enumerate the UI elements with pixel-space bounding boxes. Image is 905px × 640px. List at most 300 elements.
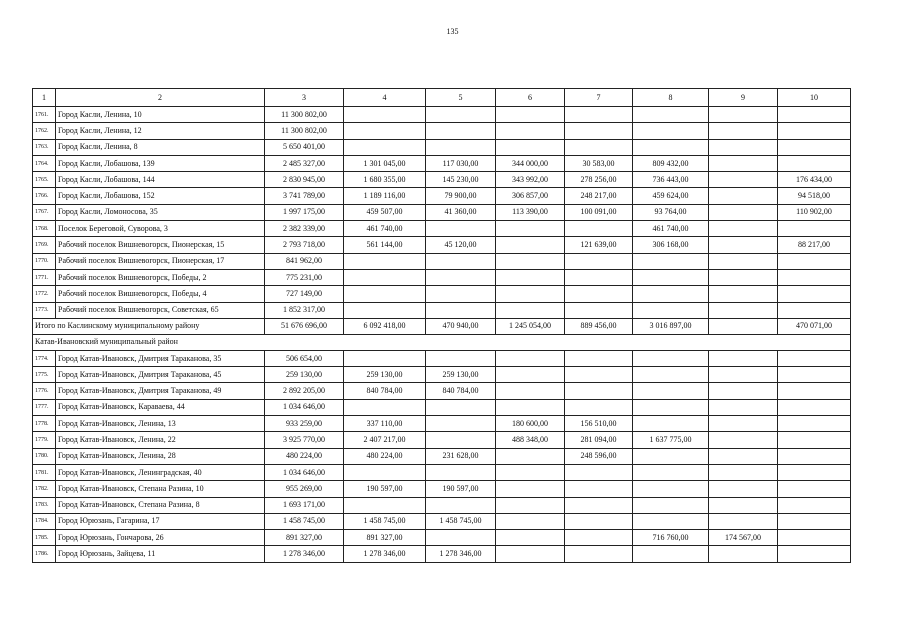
value-cell bbox=[778, 530, 851, 546]
value-cell bbox=[426, 286, 496, 302]
row-number: 1775. bbox=[33, 367, 56, 383]
section-title: Катав-Ивановский муниципальный район bbox=[33, 334, 851, 350]
value-cell bbox=[565, 546, 633, 562]
value-cell bbox=[426, 302, 496, 318]
value-cell: 840 784,00 bbox=[344, 383, 426, 399]
value-cell: 1 693 171,00 bbox=[265, 497, 344, 513]
value-cell bbox=[565, 497, 633, 513]
value-cell: 506 654,00 bbox=[265, 350, 344, 366]
value-cell: 933 259,00 bbox=[265, 416, 344, 432]
value-cell bbox=[633, 416, 709, 432]
value-cell bbox=[778, 253, 851, 269]
value-cell bbox=[496, 269, 565, 285]
value-cell: 190 597,00 bbox=[344, 481, 426, 497]
value-cell: 1 278 346,00 bbox=[344, 546, 426, 562]
value-cell bbox=[778, 432, 851, 448]
value-cell: 281 094,00 bbox=[565, 432, 633, 448]
value-cell bbox=[496, 253, 565, 269]
value-cell: 3 925 770,00 bbox=[265, 432, 344, 448]
value-cell: 156 510,00 bbox=[565, 416, 633, 432]
value-cell: 488 348,00 bbox=[496, 432, 565, 448]
value-cell: 891 327,00 bbox=[265, 530, 344, 546]
value-cell bbox=[709, 416, 778, 432]
value-cell: 259 130,00 bbox=[426, 367, 496, 383]
value-cell bbox=[633, 269, 709, 285]
table-body bbox=[33, 107, 851, 563]
value-cell: 190 597,00 bbox=[426, 481, 496, 497]
value-cell bbox=[709, 432, 778, 448]
address-cell: Город Касли, Ломоносова, 35 bbox=[56, 204, 265, 220]
value-cell: 337 110,00 bbox=[344, 416, 426, 432]
value-cell bbox=[426, 269, 496, 285]
value-cell: 1 458 745,00 bbox=[344, 513, 426, 529]
value-cell bbox=[344, 497, 426, 513]
value-cell bbox=[709, 269, 778, 285]
row-number: 1777. bbox=[33, 399, 56, 415]
value-cell: 248 217,00 bbox=[565, 188, 633, 204]
table-row bbox=[33, 530, 851, 546]
value-cell: 2 485 327,00 bbox=[265, 155, 344, 171]
value-cell bbox=[426, 530, 496, 546]
address-cell: Город Катав-Ивановск, Караваева, 44 bbox=[56, 399, 265, 415]
value-cell bbox=[778, 302, 851, 318]
table-row bbox=[33, 155, 851, 171]
value-cell bbox=[496, 286, 565, 302]
row-number: 1774. bbox=[33, 350, 56, 366]
value-cell bbox=[426, 139, 496, 155]
address-cell: Город Катав-Ивановск, Дмитрия Тараканова, 45 bbox=[56, 367, 265, 383]
value-cell bbox=[565, 139, 633, 155]
table-row bbox=[33, 546, 851, 562]
value-cell bbox=[633, 139, 709, 155]
row-number: 1764. bbox=[33, 155, 56, 171]
value-cell bbox=[778, 269, 851, 285]
value-cell bbox=[709, 107, 778, 123]
total-row bbox=[33, 318, 851, 334]
table-row bbox=[33, 367, 851, 383]
value-cell: 1 034 646,00 bbox=[265, 464, 344, 480]
value-cell bbox=[709, 399, 778, 415]
column-header: 6 bbox=[496, 89, 565, 107]
value-cell bbox=[709, 497, 778, 513]
value-cell: 1 034 646,00 bbox=[265, 399, 344, 415]
table-row bbox=[33, 172, 851, 188]
value-cell: 145 230,00 bbox=[426, 172, 496, 188]
table-row bbox=[33, 383, 851, 399]
table-row bbox=[33, 350, 851, 366]
value-cell bbox=[344, 350, 426, 366]
value-cell bbox=[633, 481, 709, 497]
value-cell bbox=[565, 530, 633, 546]
row-number: 1766. bbox=[33, 188, 56, 204]
value-cell: 561 144,00 bbox=[344, 237, 426, 253]
value-cell bbox=[778, 286, 851, 302]
value-cell bbox=[709, 204, 778, 220]
value-cell bbox=[565, 302, 633, 318]
value-cell bbox=[778, 139, 851, 155]
column-header: 2 bbox=[56, 89, 265, 107]
value-cell bbox=[496, 367, 565, 383]
value-cell bbox=[778, 123, 851, 139]
value-cell bbox=[778, 350, 851, 366]
total-label: Итого по Каслинскому муниципальному району bbox=[33, 318, 265, 334]
value-cell: 110 902,00 bbox=[778, 204, 851, 220]
value-cell bbox=[778, 399, 851, 415]
value-cell bbox=[709, 302, 778, 318]
value-cell bbox=[709, 286, 778, 302]
value-cell bbox=[496, 448, 565, 464]
value-cell: 1 458 745,00 bbox=[426, 513, 496, 529]
value-cell: 259 130,00 bbox=[344, 367, 426, 383]
value-cell bbox=[496, 530, 565, 546]
value-cell bbox=[709, 448, 778, 464]
value-cell bbox=[778, 155, 851, 171]
value-cell bbox=[496, 399, 565, 415]
address-cell: Город Юрюзань, Гагарина, 17 bbox=[56, 513, 265, 529]
address-cell: Город Катав-Ивановск, Ленина, 22 bbox=[56, 432, 265, 448]
address-cell: Рабочий поселок Вишневогорск, Пионерская, 15 bbox=[56, 237, 265, 253]
value-cell bbox=[709, 481, 778, 497]
value-cell: 93 764,00 bbox=[633, 204, 709, 220]
row-number: 1782. bbox=[33, 481, 56, 497]
row-number: 1784. bbox=[33, 513, 56, 529]
value-cell bbox=[496, 221, 565, 237]
address-cell: Город Касли, Лобашова, 144 bbox=[56, 172, 265, 188]
address-cell: Город Юрюзань, Зайцева, 11 bbox=[56, 546, 265, 562]
value-cell bbox=[709, 237, 778, 253]
total-cell: 51 676 696,00 bbox=[265, 318, 344, 334]
value-cell: 1 458 745,00 bbox=[265, 513, 344, 529]
value-cell bbox=[565, 481, 633, 497]
table-row bbox=[33, 513, 851, 529]
page-number: 135 bbox=[446, 27, 459, 36]
row-number: 1763. bbox=[33, 139, 56, 155]
address-cell: Город Касли, Ленина, 10 bbox=[56, 107, 265, 123]
table-row bbox=[33, 302, 851, 318]
address-cell: Город Касли, Ленина, 12 bbox=[56, 123, 265, 139]
value-cell bbox=[565, 399, 633, 415]
value-cell bbox=[496, 123, 565, 139]
value-cell bbox=[709, 350, 778, 366]
value-cell bbox=[344, 253, 426, 269]
value-cell bbox=[709, 139, 778, 155]
value-cell: 248 596,00 bbox=[565, 448, 633, 464]
value-cell bbox=[633, 448, 709, 464]
value-cell: 79 900,00 bbox=[426, 188, 496, 204]
value-cell: 461 740,00 bbox=[633, 221, 709, 237]
row-number: 1778. bbox=[33, 416, 56, 432]
column-header: 9 bbox=[709, 89, 778, 107]
address-cell: Город Катав-Ивановск, Дмитрия Тараканова, 49 bbox=[56, 383, 265, 399]
value-cell bbox=[709, 123, 778, 139]
row-number: 1779. bbox=[33, 432, 56, 448]
value-cell bbox=[565, 367, 633, 383]
value-cell bbox=[709, 383, 778, 399]
value-cell bbox=[633, 107, 709, 123]
address-cell: Город Катав-Ивановск, Степана Разина, 8 bbox=[56, 497, 265, 513]
column-header: 4 bbox=[344, 89, 426, 107]
value-cell: 1 852 317,00 bbox=[265, 302, 344, 318]
value-cell bbox=[426, 253, 496, 269]
column-header: 1 bbox=[33, 89, 56, 107]
value-cell bbox=[709, 221, 778, 237]
address-cell: Город Катав-Ивановск, Дмитрия Тараканова, 35 bbox=[56, 350, 265, 366]
total-cell: 3 016 897,00 bbox=[633, 318, 709, 334]
value-cell: 775 231,00 bbox=[265, 269, 344, 285]
value-cell: 2 830 945,00 bbox=[265, 172, 344, 188]
value-cell bbox=[426, 350, 496, 366]
value-cell bbox=[778, 497, 851, 513]
header-row bbox=[33, 89, 851, 107]
table-row bbox=[33, 269, 851, 285]
address-cell: Рабочий поселок Вишневогорск, Советская, 65 bbox=[56, 302, 265, 318]
value-cell: 727 149,00 bbox=[265, 286, 344, 302]
address-cell: Город Катав-Ивановск, Ленина, 13 bbox=[56, 416, 265, 432]
row-number: 1769. bbox=[33, 237, 56, 253]
value-cell bbox=[778, 383, 851, 399]
row-number: 1780. bbox=[33, 448, 56, 464]
value-cell: 716 760,00 bbox=[633, 530, 709, 546]
table-row bbox=[33, 286, 851, 302]
value-cell: 841 962,00 bbox=[265, 253, 344, 269]
value-cell bbox=[778, 464, 851, 480]
value-cell bbox=[709, 188, 778, 204]
table-row bbox=[33, 497, 851, 513]
column-header: 10 bbox=[778, 89, 851, 107]
value-cell: 461 740,00 bbox=[344, 221, 426, 237]
value-cell bbox=[709, 172, 778, 188]
value-cell: 121 639,00 bbox=[565, 237, 633, 253]
value-cell bbox=[633, 497, 709, 513]
table-row bbox=[33, 123, 851, 139]
value-cell bbox=[344, 107, 426, 123]
table-row bbox=[33, 432, 851, 448]
value-cell bbox=[344, 399, 426, 415]
value-cell: 94 518,00 bbox=[778, 188, 851, 204]
data-table bbox=[32, 88, 851, 563]
row-number: 1765. bbox=[33, 172, 56, 188]
value-cell bbox=[565, 383, 633, 399]
column-header: 5 bbox=[426, 89, 496, 107]
row-number: 1776. bbox=[33, 383, 56, 399]
value-cell bbox=[778, 416, 851, 432]
table-row bbox=[33, 221, 851, 237]
total-cell: 470 071,00 bbox=[778, 318, 851, 334]
value-cell bbox=[633, 399, 709, 415]
value-cell: 1 997 175,00 bbox=[265, 204, 344, 220]
total-cell bbox=[709, 318, 778, 334]
value-cell bbox=[633, 513, 709, 529]
value-cell: 176 434,00 bbox=[778, 172, 851, 188]
value-cell bbox=[565, 350, 633, 366]
value-cell bbox=[709, 253, 778, 269]
row-number: 1773. bbox=[33, 302, 56, 318]
value-cell: 1 680 355,00 bbox=[344, 172, 426, 188]
value-cell bbox=[496, 481, 565, 497]
value-cell: 88 217,00 bbox=[778, 237, 851, 253]
value-cell: 11 300 802,00 bbox=[265, 123, 344, 139]
value-cell bbox=[778, 367, 851, 383]
value-cell bbox=[709, 546, 778, 562]
value-cell: 2 407 217,00 bbox=[344, 432, 426, 448]
value-cell bbox=[344, 269, 426, 285]
value-cell: 343 992,00 bbox=[496, 172, 565, 188]
row-number: 1770. bbox=[33, 253, 56, 269]
value-cell bbox=[778, 546, 851, 562]
value-cell: 11 300 802,00 bbox=[265, 107, 344, 123]
value-cell bbox=[633, 383, 709, 399]
row-number: 1768. bbox=[33, 221, 56, 237]
value-cell bbox=[778, 481, 851, 497]
column-header: 3 bbox=[265, 89, 344, 107]
value-cell bbox=[709, 464, 778, 480]
address-cell: Город Касли, Лобашова, 152 bbox=[56, 188, 265, 204]
value-cell bbox=[496, 139, 565, 155]
value-cell: 231 628,00 bbox=[426, 448, 496, 464]
value-cell bbox=[496, 383, 565, 399]
table-row bbox=[33, 399, 851, 415]
value-cell: 840 784,00 bbox=[426, 383, 496, 399]
value-cell: 1 278 346,00 bbox=[426, 546, 496, 562]
total-cell: 6 092 418,00 bbox=[344, 318, 426, 334]
value-cell: 5 650 401,00 bbox=[265, 139, 344, 155]
address-cell: Город Касли, Лобашова, 139 bbox=[56, 155, 265, 171]
address-cell: Город Юрюзань, Гончарова, 26 bbox=[56, 530, 265, 546]
value-cell: 100 091,00 bbox=[565, 204, 633, 220]
value-cell bbox=[565, 464, 633, 480]
row-number: 1785. bbox=[33, 530, 56, 546]
value-cell bbox=[426, 432, 496, 448]
value-cell bbox=[344, 286, 426, 302]
value-cell bbox=[426, 497, 496, 513]
value-cell: 113 390,00 bbox=[496, 204, 565, 220]
value-cell: 2 382 339,00 bbox=[265, 221, 344, 237]
table-row bbox=[33, 253, 851, 269]
value-cell: 955 269,00 bbox=[265, 481, 344, 497]
value-cell: 3 741 789,00 bbox=[265, 188, 344, 204]
value-cell bbox=[496, 107, 565, 123]
value-cell bbox=[344, 464, 426, 480]
value-cell bbox=[426, 416, 496, 432]
row-number: 1767. bbox=[33, 204, 56, 220]
value-cell bbox=[709, 155, 778, 171]
value-cell bbox=[496, 546, 565, 562]
value-cell: 480 224,00 bbox=[344, 448, 426, 464]
value-cell: 180 600,00 bbox=[496, 416, 565, 432]
table-row bbox=[33, 464, 851, 480]
value-cell: 2 793 718,00 bbox=[265, 237, 344, 253]
table-row bbox=[33, 416, 851, 432]
value-cell bbox=[565, 107, 633, 123]
row-number: 1761. bbox=[33, 107, 56, 123]
value-cell: 1 637 775,00 bbox=[633, 432, 709, 448]
value-cell bbox=[633, 286, 709, 302]
value-cell: 117 030,00 bbox=[426, 155, 496, 171]
table-row bbox=[33, 481, 851, 497]
value-cell: 1 278 346,00 bbox=[265, 546, 344, 562]
row-number: 1772. bbox=[33, 286, 56, 302]
value-cell bbox=[565, 123, 633, 139]
value-cell: 278 256,00 bbox=[565, 172, 633, 188]
value-cell: 174 567,00 bbox=[709, 530, 778, 546]
value-cell: 1 189 116,00 bbox=[344, 188, 426, 204]
value-cell: 306 857,00 bbox=[496, 188, 565, 204]
value-cell bbox=[496, 513, 565, 529]
table-row bbox=[33, 139, 851, 155]
address-cell: Рабочий поселок Вишневогорск, Победы, 2 bbox=[56, 269, 265, 285]
value-cell: 45 120,00 bbox=[426, 237, 496, 253]
value-cell bbox=[565, 513, 633, 529]
value-cell bbox=[565, 253, 633, 269]
value-cell bbox=[344, 139, 426, 155]
row-number: 1771. bbox=[33, 269, 56, 285]
table-row bbox=[33, 204, 851, 220]
value-cell bbox=[496, 464, 565, 480]
value-cell: 736 443,00 bbox=[633, 172, 709, 188]
value-cell: 30 583,00 bbox=[565, 155, 633, 171]
value-cell: 459 624,00 bbox=[633, 188, 709, 204]
value-cell bbox=[709, 513, 778, 529]
column-header: 8 bbox=[633, 89, 709, 107]
row-number: 1781. bbox=[33, 464, 56, 480]
address-cell: Рабочий поселок Вишневогорск, Пионерская, 17 bbox=[56, 253, 265, 269]
value-cell bbox=[426, 123, 496, 139]
value-cell bbox=[344, 302, 426, 318]
value-cell bbox=[633, 546, 709, 562]
value-cell: 344 000,00 bbox=[496, 155, 565, 171]
value-cell bbox=[496, 237, 565, 253]
address-cell: Поселок Береговой, Суворова, 3 bbox=[56, 221, 265, 237]
value-cell bbox=[778, 107, 851, 123]
value-cell: 891 327,00 bbox=[344, 530, 426, 546]
table-row bbox=[33, 107, 851, 123]
value-cell bbox=[344, 123, 426, 139]
value-cell bbox=[565, 286, 633, 302]
value-cell bbox=[633, 367, 709, 383]
value-cell bbox=[633, 464, 709, 480]
address-cell: Рабочий поселок Вишневогорск, Победы, 4 bbox=[56, 286, 265, 302]
table-row bbox=[33, 188, 851, 204]
value-cell: 480 224,00 bbox=[265, 448, 344, 464]
value-cell bbox=[778, 448, 851, 464]
total-cell: 470 940,00 bbox=[426, 318, 496, 334]
address-cell: Город Катав-Ивановск, Ленинградская, 40 bbox=[56, 464, 265, 480]
value-cell: 259 130,00 bbox=[265, 367, 344, 383]
total-cell: 889 456,00 bbox=[565, 318, 633, 334]
value-cell bbox=[496, 350, 565, 366]
row-number: 1786. bbox=[33, 546, 56, 562]
value-cell: 1 301 045,00 bbox=[344, 155, 426, 171]
value-cell bbox=[633, 350, 709, 366]
value-cell bbox=[565, 269, 633, 285]
address-cell: Город Катав-Ивановск, Ленина, 28 bbox=[56, 448, 265, 464]
value-cell: 306 168,00 bbox=[633, 237, 709, 253]
value-cell bbox=[426, 107, 496, 123]
value-cell bbox=[633, 253, 709, 269]
total-cell: 1 245 054,00 bbox=[496, 318, 565, 334]
value-cell bbox=[426, 399, 496, 415]
column-header: 7 bbox=[565, 89, 633, 107]
value-cell bbox=[426, 221, 496, 237]
value-cell: 2 892 205,00 bbox=[265, 383, 344, 399]
address-cell: Город Касли, Ленина, 8 bbox=[56, 139, 265, 155]
row-number: 1762. bbox=[33, 123, 56, 139]
value-cell bbox=[426, 464, 496, 480]
value-cell: 459 507,00 bbox=[344, 204, 426, 220]
table-row bbox=[33, 237, 851, 253]
table-row bbox=[33, 448, 851, 464]
value-cell bbox=[496, 302, 565, 318]
